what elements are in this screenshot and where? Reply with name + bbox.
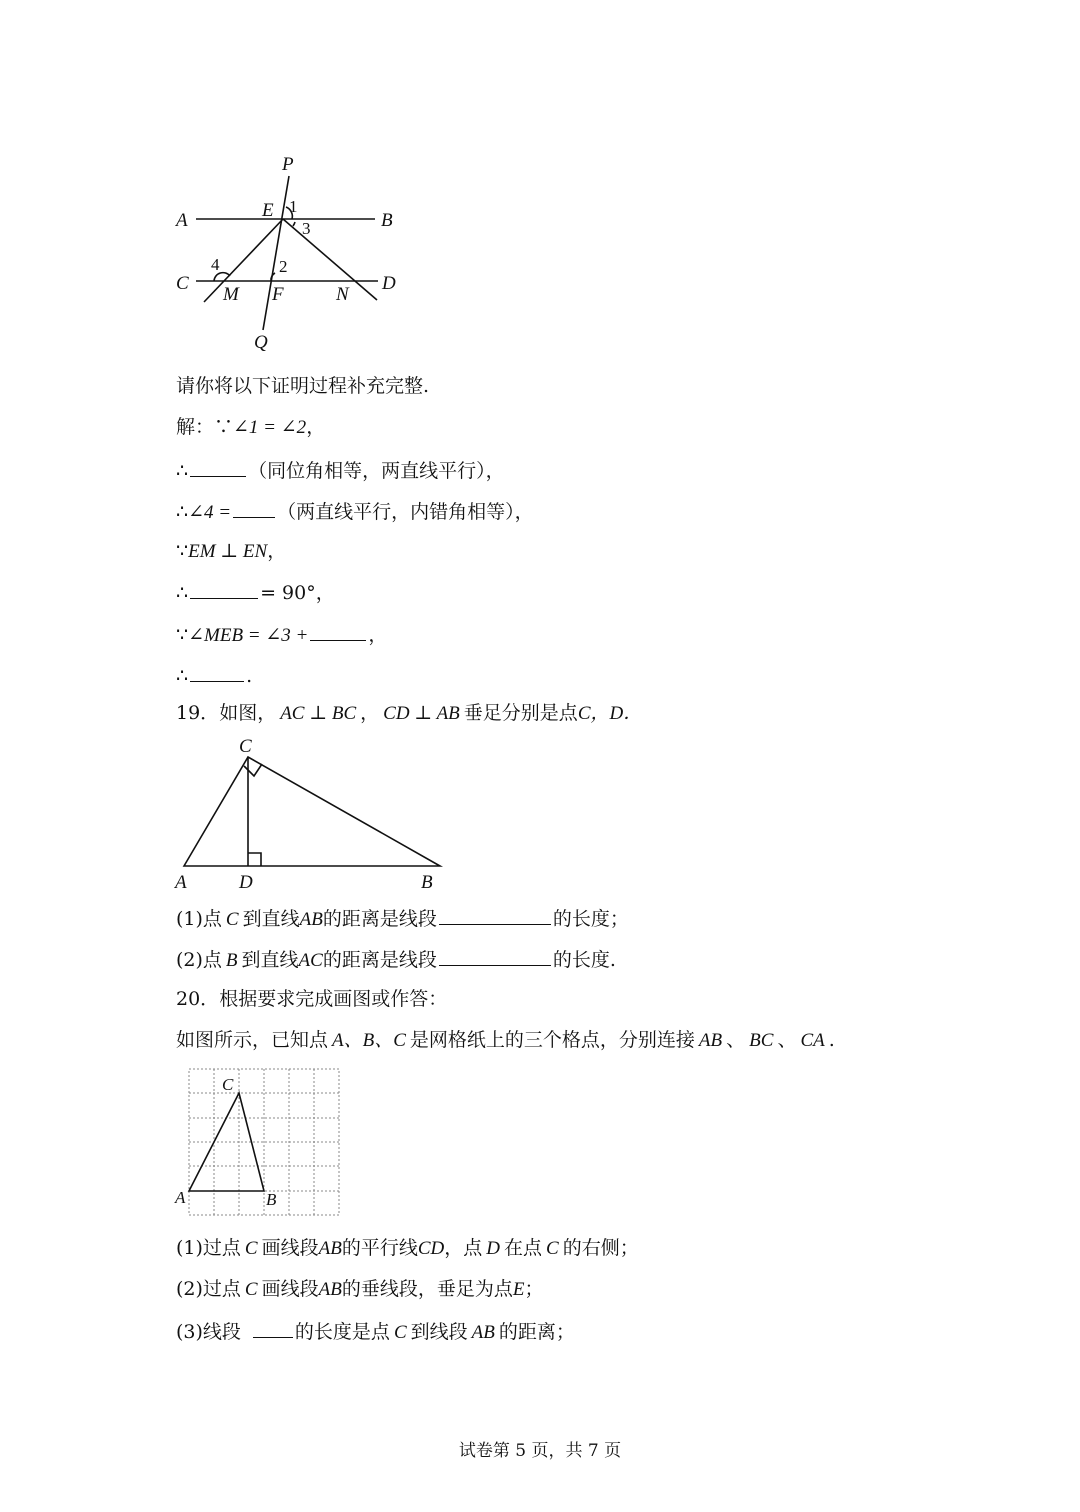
q19-stem [176, 700, 642, 727]
q18-step-1 [176, 414, 325, 441]
triangle-abc-grid [189, 1093, 264, 1191]
angle-1-arc [286, 207, 292, 219]
line-en [283, 219, 377, 300]
sub-end: 的长度. [552, 949, 616, 971]
sub-pre: (2)点 [176, 949, 222, 971]
intro-pts: A、B、C [332, 1030, 406, 1051]
intro-end: . [828, 1029, 835, 1051]
triangle-abc [184, 757, 440, 866]
sub-end: 的右侧； [562, 1237, 639, 1259]
step-suffix: ， [267, 540, 287, 562]
sub-seg: AB [471, 1322, 495, 1343]
answer-blank[interactable] [190, 578, 258, 599]
sub-c: C [546, 1238, 559, 1259]
line-pq [263, 176, 289, 330]
label-b: B [381, 210, 393, 231]
label-c: C [176, 273, 189, 294]
sub-mid: 画线段 [261, 1237, 319, 1259]
sub-mid: 的长度是点 [294, 1321, 390, 1343]
right-angle-c [244, 764, 262, 776]
label-4: 4 [211, 255, 220, 274]
seg-ab: AB [698, 1030, 723, 1051]
dotted-grid [189, 1069, 339, 1215]
sub-end: ； [524, 1278, 544, 1300]
sub-pre: (3)线段 [176, 1321, 241, 1343]
label-c: C [239, 736, 252, 757]
sep-2: 、 [777, 1029, 797, 1051]
step-prefix: ∵ [176, 624, 189, 646]
intro-mid: 是网格纸上的三个格点，分别连接 [409, 1029, 695, 1051]
q20-sub2 [176, 1276, 543, 1303]
sub-d: D [486, 1238, 501, 1259]
q19-sub1 [176, 904, 629, 933]
label-e: E [262, 200, 274, 221]
q19-sub2 [176, 945, 616, 974]
sub-mid: 到直线 [242, 908, 300, 930]
q19-cond2: CD ⊥ AB [383, 703, 460, 724]
q20-title [176, 986, 447, 1012]
sub-pt: C [244, 1238, 258, 1259]
answer-blank[interactable] [253, 1317, 293, 1338]
sub-pt: C [225, 909, 239, 930]
page-footer: 试卷第 5 页，共 7 页 [458, 1441, 622, 1461]
sub-pt: C [393, 1322, 407, 1343]
sub-mid: 画线段 [261, 1278, 319, 1300]
sub-e: E [512, 1279, 525, 1300]
seg-bc: BC [749, 1030, 774, 1051]
q19-sep: ， [360, 702, 380, 724]
angle-4-arc [214, 273, 230, 281]
sub-post: 的距离是线段 [322, 908, 437, 930]
label-a: A [175, 1188, 186, 1207]
sep-1: 、 [726, 1029, 746, 1051]
sub-end: 的距离； [498, 1321, 575, 1343]
q19-text-before: 如图， [219, 702, 277, 724]
q18-step-2 [176, 456, 505, 484]
answer-blank[interactable] [233, 497, 275, 518]
label-p: P [282, 154, 294, 175]
sub-pt: C [244, 1279, 258, 1300]
label-3: 3 [302, 219, 311, 238]
q20-sub1 [176, 1235, 639, 1262]
q19-number: 19． [176, 702, 220, 724]
label-d: D [382, 273, 396, 294]
sub-post: 的垂线段，垂足为点 [341, 1278, 513, 1300]
label-a: A [176, 210, 188, 231]
step-prefix: 解：∵ [176, 416, 234, 438]
answer-blank[interactable] [310, 620, 366, 641]
q20-sub3 [176, 1317, 575, 1346]
sub-end: 的长度； [552, 908, 629, 930]
label-q: Q [254, 332, 268, 353]
step-suffix: ， [306, 416, 326, 438]
seg-ca: CA [800, 1030, 825, 1051]
answer-blank[interactable] [190, 456, 246, 477]
step-math: ∠1 = ∠2 [233, 417, 307, 438]
sub-post2: ，点 [444, 1237, 483, 1259]
sub-pre: (2)过点 [176, 1278, 241, 1300]
q18-step-7 [176, 661, 252, 689]
sub-line: CD [417, 1238, 445, 1259]
step-prefix: ∴ [176, 460, 189, 482]
label-n: N [336, 284, 349, 305]
sub-post: 的平行线 [341, 1237, 418, 1259]
q20-title-text: 根据要求完成画图或作答： [219, 988, 448, 1010]
label-c: C [222, 1075, 234, 1094]
q18-step-6 [176, 620, 387, 649]
q19-cond1: AC ⊥ BC [280, 703, 357, 724]
label-f: F [272, 284, 284, 305]
sub-post: 的距离是线段 [322, 949, 437, 971]
sub-seg: AB [318, 1279, 342, 1300]
step-prefix: ∵ [176, 540, 189, 562]
sub-mid: 到直线 [241, 949, 299, 971]
angle-2-arc [271, 273, 275, 281]
sub-seg: AB [318, 1238, 342, 1259]
label-a: A [175, 872, 187, 893]
answer-blank[interactable] [439, 904, 551, 925]
step-suffix: ， [368, 624, 388, 646]
angle-3-arc [293, 222, 295, 226]
label-1: 1 [289, 197, 298, 216]
line-em [204, 219, 283, 302]
sub-post3: 在点 [504, 1237, 543, 1259]
sub-pre: (1)过点 [176, 1237, 241, 1259]
step-suffix: （两直线平行，内错角相等）， [277, 501, 534, 523]
q20-number: 20． [176, 988, 220, 1010]
q19-text-after: 垂足分别是点 [463, 702, 578, 724]
label-2: 2 [279, 257, 288, 276]
q18-prompt: 请你将以下证明过程补充完整. [176, 375, 430, 397]
answer-blank[interactable] [190, 661, 244, 682]
sub-pre: (1)点 [176, 908, 222, 930]
step-math: ∠MEB = ∠3 + [188, 625, 309, 646]
q18-step-5 [176, 578, 335, 606]
sub-pt: B [225, 950, 238, 971]
sub-line: AB [299, 909, 323, 930]
step-prefix: ∴ [176, 665, 189, 687]
step-suffix: . [246, 665, 253, 687]
label-b: B [421, 872, 433, 893]
step-math: ∠4 = [188, 502, 232, 523]
q20-intro [176, 1027, 835, 1054]
sub-mid2: 到线段 [410, 1321, 468, 1343]
label-m: M [223, 284, 239, 305]
step-suffix: = 90°， [260, 582, 335, 604]
step-math: EM ⊥ EN [188, 541, 268, 562]
step-suffix: （同位角相等，两直线平行）， [248, 460, 505, 482]
intro-pre: 如图所示，已知点 [176, 1029, 329, 1051]
q18-step-4 [176, 538, 286, 565]
q19-points: C，D． [577, 703, 643, 724]
label-b: B [266, 1190, 277, 1209]
q18-step-3 [176, 497, 534, 526]
sub-line: AC [298, 950, 323, 971]
step-prefix: ∴ [176, 501, 189, 523]
answer-blank[interactable] [439, 945, 551, 966]
right-angle-d [248, 853, 261, 866]
label-d: D [239, 872, 253, 893]
step-prefix: ∴ [176, 582, 189, 604]
